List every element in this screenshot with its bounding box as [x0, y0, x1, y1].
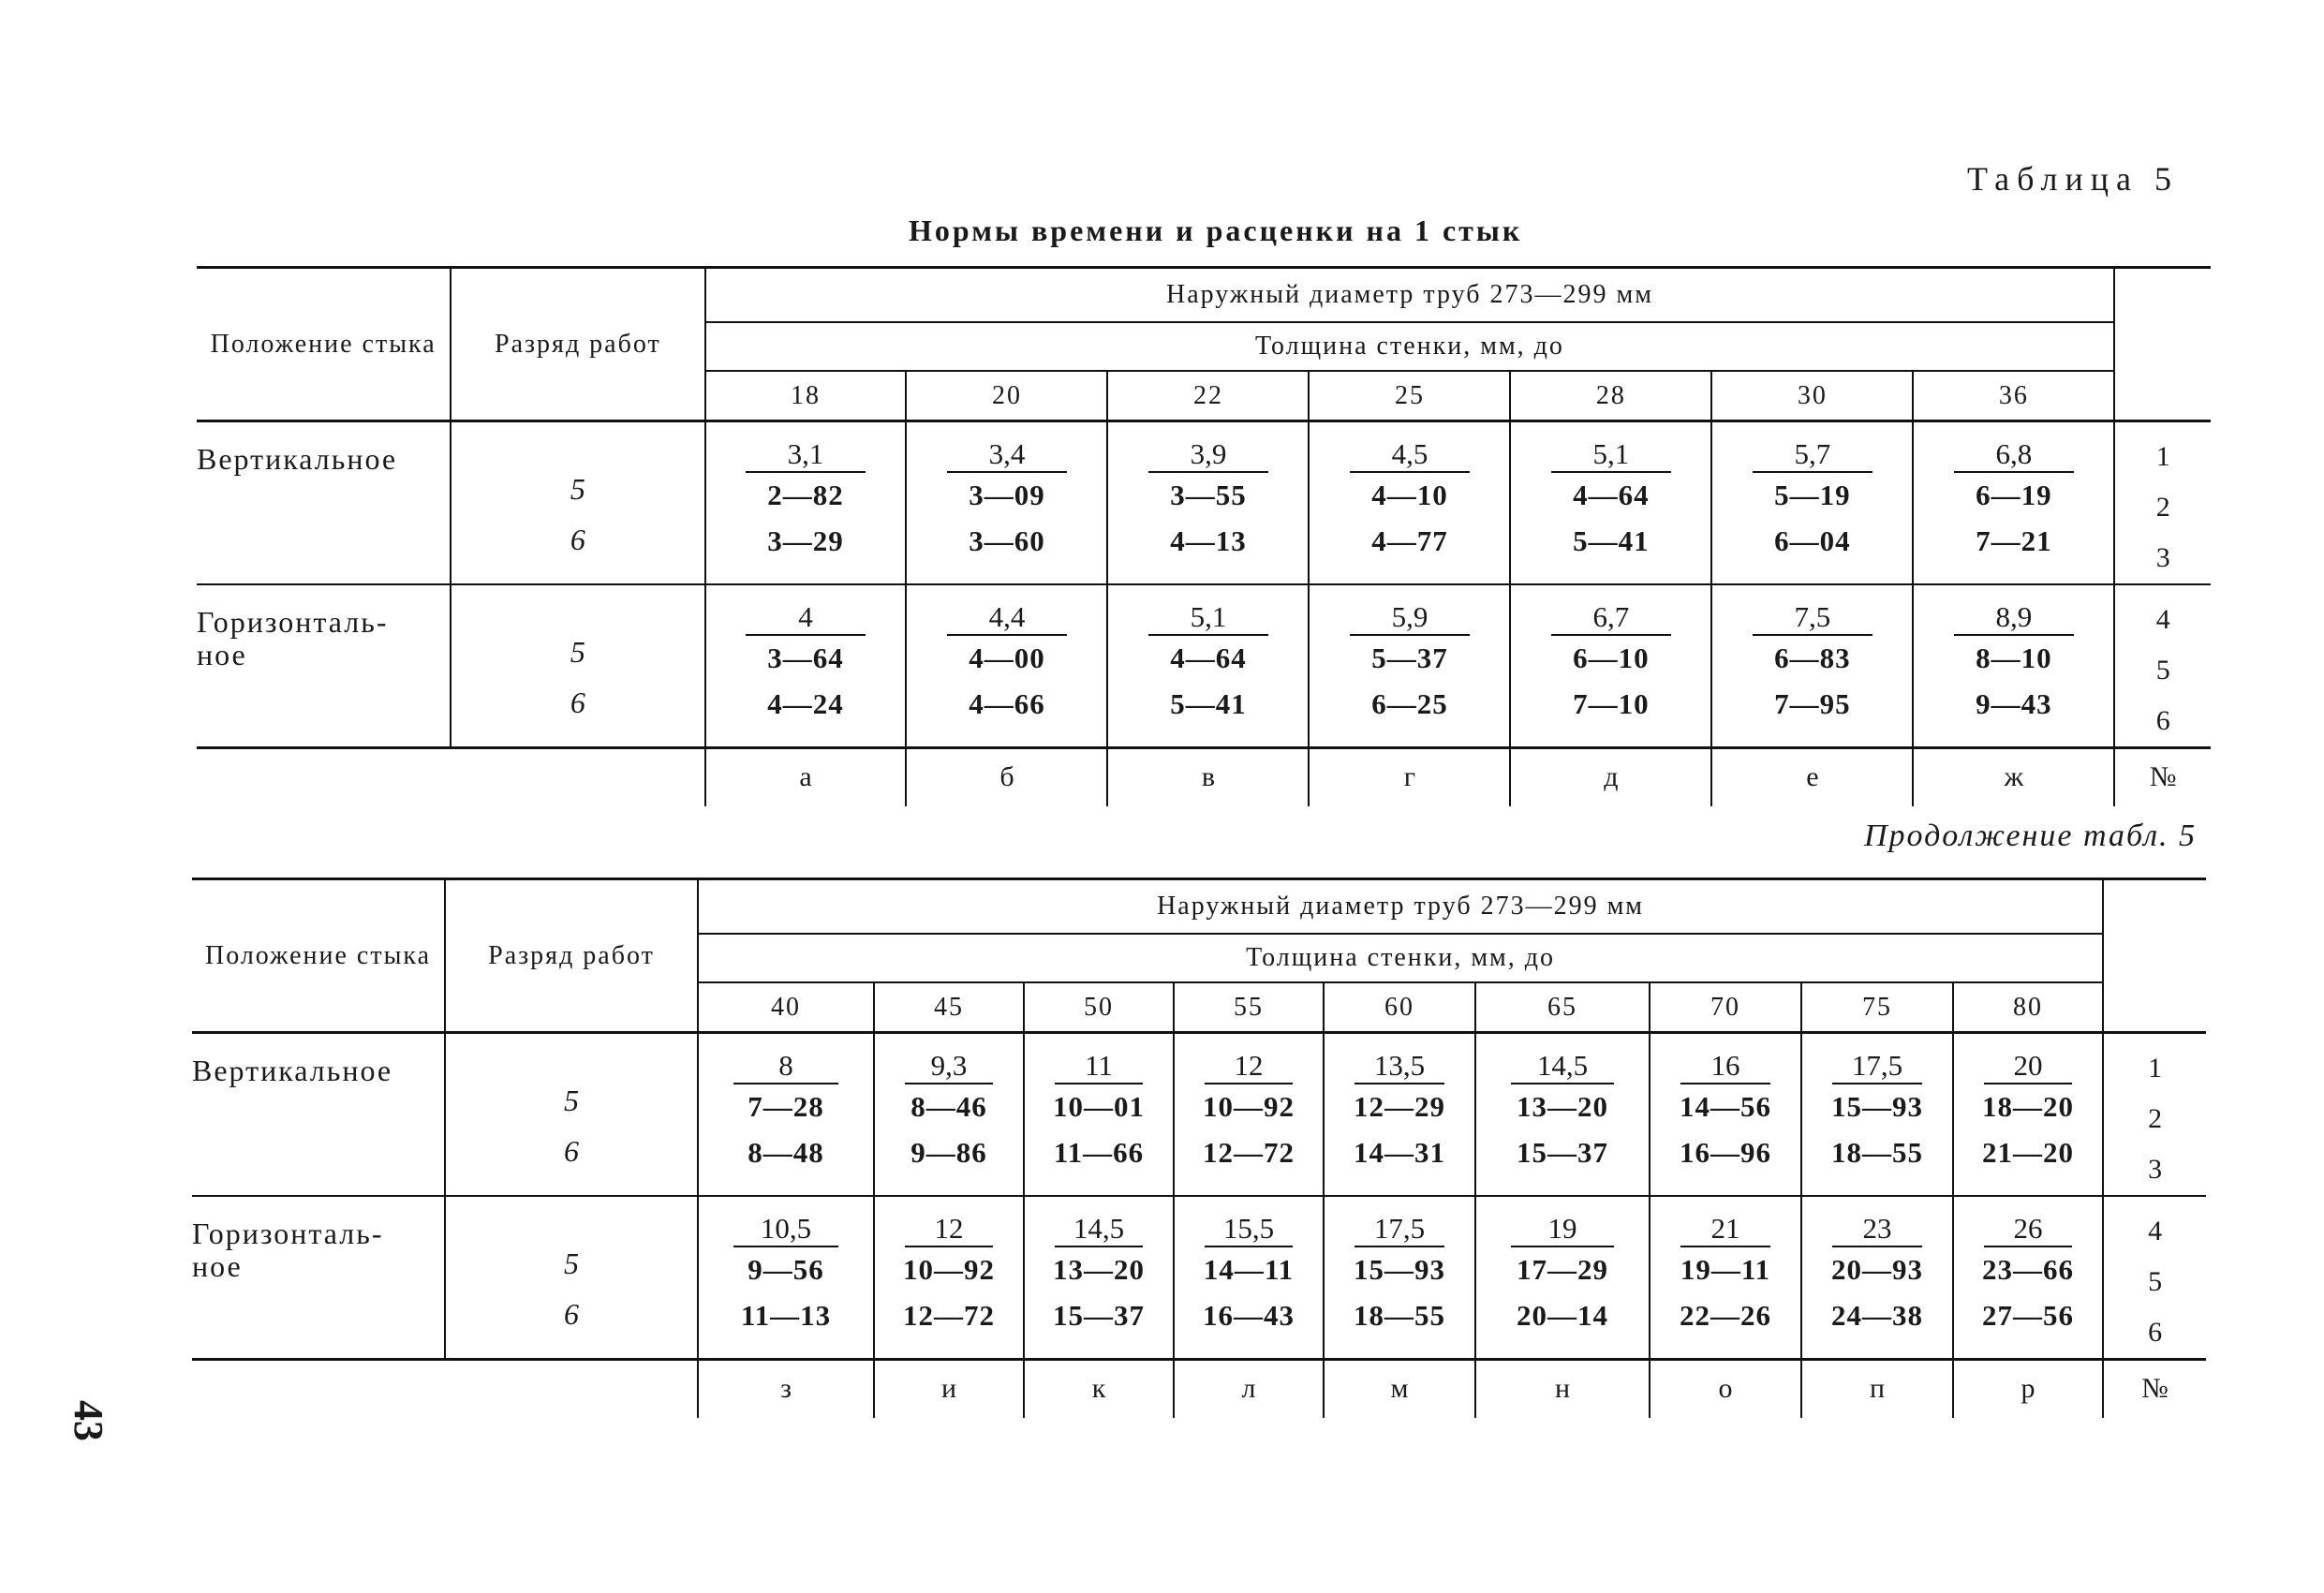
row-numbers: [2103, 1033, 2206, 1197]
time-norm: 4,5: [1350, 434, 1470, 473]
continuation-label: Продолжение табл. 5: [1864, 819, 2198, 853]
rate-grade-5: 8—10: [1976, 642, 2052, 674]
rate-grade-5: 4—64: [1573, 479, 1650, 511]
value-cell: [1711, 584, 1913, 748]
thickness-value: 28: [1510, 371, 1711, 421]
grade-values: [451, 421, 704, 585]
rate-grade-5: 14—56: [1680, 1090, 1771, 1123]
rate-grade-6: 9—43: [1976, 687, 2052, 720]
rate-grade-5: 15—93: [1354, 1253, 1445, 1286]
rate-grade-6: 20—14: [1517, 1299, 1608, 1332]
row-number: 4: [2148, 1216, 2163, 1246]
row-number: 6: [2148, 1317, 2163, 1348]
rate-grade-6: 3—60: [969, 524, 1045, 557]
time-norm: 5,1: [1551, 434, 1671, 473]
time-norm: 5,7: [1753, 434, 1873, 473]
rate-grade-5: 2—82: [767, 479, 844, 511]
time-norm: 5,1: [1148, 597, 1268, 636]
position-label: Горизонталь- ное: [192, 1196, 445, 1360]
row-number: 1: [2148, 1053, 2163, 1084]
row-horizontal: [192, 1196, 2206, 1360]
thickness-value: 70: [1650, 982, 1801, 1033]
rate-grade-6: 11—13: [740, 1299, 832, 1332]
value-cell: [1801, 1033, 1953, 1197]
position-label: Горизонталь- ное: [197, 584, 451, 748]
grade-value: 5: [570, 472, 585, 506]
value-cell: [1024, 1033, 1174, 1197]
time-norm: 8: [733, 1045, 838, 1084]
column-letter: и: [874, 1360, 1024, 1418]
rate-grade-5: 4—64: [1170, 642, 1247, 674]
column-letter: м: [1324, 1360, 1475, 1418]
row-numbers: [2114, 584, 2211, 748]
time-norm: 12: [1205, 1045, 1294, 1084]
thickness-value: 20: [906, 371, 1107, 421]
table-title: Нормы времени и расценки на 1 стык: [909, 214, 1523, 247]
rate-grade-6: 4—66: [969, 687, 1045, 720]
rate-grade-6: 3—29: [767, 524, 844, 557]
time-norm: 26: [1984, 1208, 2073, 1247]
row-number: 6: [2155, 705, 2170, 736]
thickness-value: 25: [1309, 371, 1510, 421]
thickness-value: 80: [1953, 982, 2103, 1033]
row-vertical: [192, 1033, 2206, 1197]
value-cell: [906, 421, 1107, 585]
rate-grade-6: 4—24: [767, 687, 844, 720]
row-number: 3: [2148, 1154, 2163, 1185]
rate-grade-5: 10—92: [1203, 1090, 1295, 1123]
rate-grade-6: 18—55: [1831, 1136, 1923, 1169]
rate-grade-6: 5—41: [1170, 687, 1247, 720]
time-norm: 4,4: [947, 597, 1067, 636]
diameter-header: Наружный диаметр труб 273—299 мм: [698, 879, 2103, 934]
time-norm: 16: [1680, 1045, 1770, 1084]
row-numbers: [2103, 1196, 2206, 1360]
grade-value: 6: [570, 686, 585, 719]
rate-grade-6: 15—37: [1053, 1299, 1145, 1332]
position-label: Вертикальное: [192, 1033, 445, 1197]
rate-grade-6: 7—95: [1774, 687, 1851, 720]
time-norm: 10,5: [733, 1208, 838, 1247]
rate-grade-6: 9—86: [910, 1136, 987, 1169]
time-norm: 17,5: [1832, 1045, 1922, 1084]
column-letter: з: [698, 1360, 874, 1418]
thickness-value: 65: [1475, 982, 1650, 1033]
rate-grade-5: 13—20: [1517, 1090, 1608, 1123]
rate-grade-6: 24—38: [1831, 1299, 1923, 1332]
time-norm: 17,5: [1354, 1208, 1444, 1247]
column-letter: ж: [1913, 748, 2114, 806]
time-norm: 3,1: [746, 434, 866, 473]
time-norm: 14,5: [1511, 1045, 1614, 1084]
time-norm: 6,7: [1551, 597, 1671, 636]
rate-grade-5: 6—83: [1774, 642, 1851, 674]
rate-grade-5: 9—56: [748, 1253, 824, 1286]
value-cell: [1953, 1196, 2103, 1360]
value-cell: [1107, 584, 1309, 748]
thickness-value: 40: [698, 982, 874, 1033]
rate-grade-5: 5—19: [1774, 479, 1851, 511]
rate-grade-5: 4—10: [1371, 479, 1448, 511]
value-cell: [874, 1196, 1024, 1360]
value-cell: [1324, 1033, 1475, 1197]
value-cell: [1024, 1196, 1174, 1360]
time-norm: 13,5: [1354, 1045, 1444, 1084]
rate-grade-6: 14—31: [1354, 1136, 1445, 1169]
position-header: Положение стыка: [197, 268, 451, 421]
grade-values: [445, 1196, 698, 1360]
rate-grade-6: 5—41: [1573, 524, 1650, 557]
time-norm: 6,8: [1954, 434, 2074, 473]
rate-grade-6: 21—20: [1982, 1136, 2075, 1169]
thickness-value: 55: [1174, 982, 1324, 1033]
rate-grade-5: 8—46: [910, 1090, 987, 1123]
row-number: 1: [2155, 441, 2170, 472]
thickness-value: 22: [1107, 371, 1309, 421]
rate-grade-6: 16—43: [1203, 1299, 1295, 1332]
time-norm: 21: [1680, 1208, 1770, 1247]
position-label: Вертикальное: [197, 421, 451, 585]
column-letter: л: [1174, 1360, 1324, 1418]
rate-grade-5: 15—93: [1831, 1090, 1923, 1123]
number-header-blank: [2114, 268, 2211, 421]
grade-header: Разряд работ: [445, 879, 698, 1033]
column-letter: д: [1510, 748, 1711, 806]
rate-grade-6: 18—55: [1354, 1299, 1445, 1332]
thickness-value: 60: [1324, 982, 1475, 1033]
rate-grade-6: 4—77: [1371, 524, 1448, 557]
column-letter: к: [1024, 1360, 1174, 1418]
time-norm: 20: [1984, 1045, 2073, 1084]
time-norm: 4: [746, 597, 866, 636]
time-norm: 15,5: [1205, 1208, 1294, 1247]
grade-value: 5: [570, 635, 585, 669]
value-cell: [1650, 1196, 1801, 1360]
thickness-value: 18: [705, 371, 907, 421]
column-letter: п: [1801, 1360, 1953, 1418]
time-norm: 11: [1055, 1045, 1144, 1084]
rate-grade-5: 7—28: [748, 1090, 824, 1123]
rate-grade-5: 6—10: [1573, 642, 1650, 674]
thickness-value: 30: [1711, 371, 1913, 421]
row-vertical: [197, 421, 2211, 585]
row-numbers: [2114, 421, 2211, 585]
grade-value: 5: [564, 1246, 579, 1280]
rate-grade-5: 14—11: [1203, 1253, 1295, 1286]
time-norm: 23: [1832, 1208, 1922, 1247]
thickness-header: Толщина стенки, мм, до: [698, 934, 2103, 982]
norms-table-grid: [197, 266, 2211, 806]
time-norm: 3,4: [947, 434, 1067, 473]
grade-values: [445, 1033, 698, 1197]
value-cell: [1650, 1033, 1801, 1197]
rate-grade-5: 12—29: [1354, 1090, 1445, 1123]
time-norm: 7,5: [1753, 597, 1873, 636]
value-cell: [1174, 1033, 1324, 1197]
rate-grade-6: 16—96: [1680, 1136, 1771, 1169]
value-cell: [1913, 584, 2114, 748]
time-norm: 12: [905, 1208, 994, 1247]
row-horizontal: [197, 584, 2211, 748]
number-header-blank: [2103, 879, 2206, 1033]
value-cell: [1510, 584, 1711, 748]
thickness-value: 75: [1801, 982, 1953, 1033]
rate-grade-6: 22—26: [1680, 1299, 1771, 1332]
rate-grade-5: 20—93: [1831, 1253, 1923, 1286]
thickness-value: 50: [1024, 982, 1174, 1033]
thickness-value: 45: [874, 982, 1024, 1033]
time-norm: 14,5: [1055, 1208, 1144, 1247]
value-cell: [1324, 1196, 1475, 1360]
thickness-value: 36: [1913, 371, 2114, 421]
value-cell: [705, 584, 907, 748]
value-cell: [698, 1196, 874, 1360]
rate-grade-5: 5—37: [1371, 642, 1448, 674]
number-sign: №: [2141, 1373, 2169, 1405]
row-number: 3: [2155, 542, 2170, 573]
rate-grade-5: 6—19: [1976, 479, 2052, 511]
row-number: 5: [2155, 655, 2170, 686]
row-number: 2: [2155, 492, 2170, 523]
rate-grade-6: 27—56: [1982, 1299, 2075, 1332]
grade-values: [451, 584, 704, 748]
rate-grade-5: 10—92: [903, 1253, 995, 1286]
rate-grade-5: 18—20: [1982, 1090, 2075, 1123]
position-header: Положение стыка: [192, 879, 445, 1033]
column-letter: о: [1650, 1360, 1801, 1418]
value-cell: [1309, 421, 1510, 585]
row-number: 4: [2155, 604, 2170, 635]
thickness-header: Толщина стенки, мм, до: [705, 322, 2115, 371]
time-norm: 9,3: [905, 1045, 994, 1084]
rate-grade-6: 8—48: [748, 1136, 824, 1169]
table-label: Таблица 5: [1967, 160, 2179, 198]
rate-grade-5: 4—00: [969, 642, 1045, 674]
column-letter: г: [1309, 748, 1510, 806]
row-number: 2: [2148, 1103, 2163, 1134]
rate-grade-6: 12—72: [903, 1299, 995, 1332]
rate-grade-5: 3—64: [767, 642, 844, 674]
time-norm: 19: [1511, 1208, 1614, 1247]
value-cell: [874, 1033, 1024, 1197]
number-sign: №: [2149, 761, 2177, 793]
grade-header: Разряд работ: [451, 268, 704, 421]
value-cell: [698, 1033, 874, 1197]
value-cell: [1510, 421, 1711, 585]
column-letter: р: [1953, 1360, 2103, 1418]
rate-grade-5: 19—11: [1680, 1253, 1771, 1286]
rate-grade-6: 6—04: [1774, 524, 1851, 557]
grade-value: 6: [570, 523, 585, 556]
column-letter: б: [906, 748, 1107, 806]
diameter-header: Наружный диаметр труб 273—299 мм: [705, 268, 2115, 322]
column-letter: н: [1475, 1360, 1650, 1418]
row-number: 5: [2148, 1266, 2163, 1297]
column-letter: е: [1711, 748, 1913, 806]
rate-grade-5: 23—66: [1982, 1253, 2075, 1286]
rate-grade-6: 7—10: [1573, 687, 1650, 720]
page-number: 43: [66, 1400, 111, 1441]
value-cell: [1107, 421, 1309, 585]
value-cell: [1953, 1033, 2103, 1197]
value-cell: [1174, 1196, 1324, 1360]
column-letter: а: [705, 748, 907, 806]
rate-grade-5: 13—20: [1053, 1253, 1145, 1286]
time-norm: 5,9: [1350, 597, 1470, 636]
rate-grade-5: 3—55: [1170, 479, 1247, 511]
grade-value: 6: [564, 1297, 579, 1331]
value-cell: [1711, 421, 1913, 585]
time-norm: 3,9: [1148, 434, 1268, 473]
value-cell: [1475, 1033, 1650, 1197]
rate-grade-6: 15—37: [1517, 1136, 1608, 1169]
rate-grade-6: 4—13: [1170, 524, 1247, 557]
rate-grade-5: 17—29: [1517, 1253, 1608, 1286]
value-cell: [906, 584, 1107, 748]
grade-value: 5: [564, 1084, 579, 1117]
column-letter: в: [1107, 748, 1309, 806]
rate-grade-6: 11—66: [1053, 1136, 1145, 1169]
value-cell: [1309, 584, 1510, 748]
rate-grade-6: 12—72: [1203, 1136, 1295, 1169]
time-norm: 8,9: [1954, 597, 2074, 636]
value-cell: [1801, 1196, 1953, 1360]
rate-grade-5: 3—09: [969, 479, 1045, 511]
rate-grade-6: 6—25: [1371, 687, 1448, 720]
value-cell: [1913, 421, 2114, 585]
rate-grade-5: 10—01: [1053, 1090, 1145, 1123]
grade-value: 6: [564, 1134, 579, 1168]
rate-grade-6: 7—21: [1976, 524, 2052, 557]
norms-table-grid: [192, 878, 2206, 1418]
value-cell: [1475, 1196, 1650, 1360]
value-cell: [705, 421, 907, 585]
